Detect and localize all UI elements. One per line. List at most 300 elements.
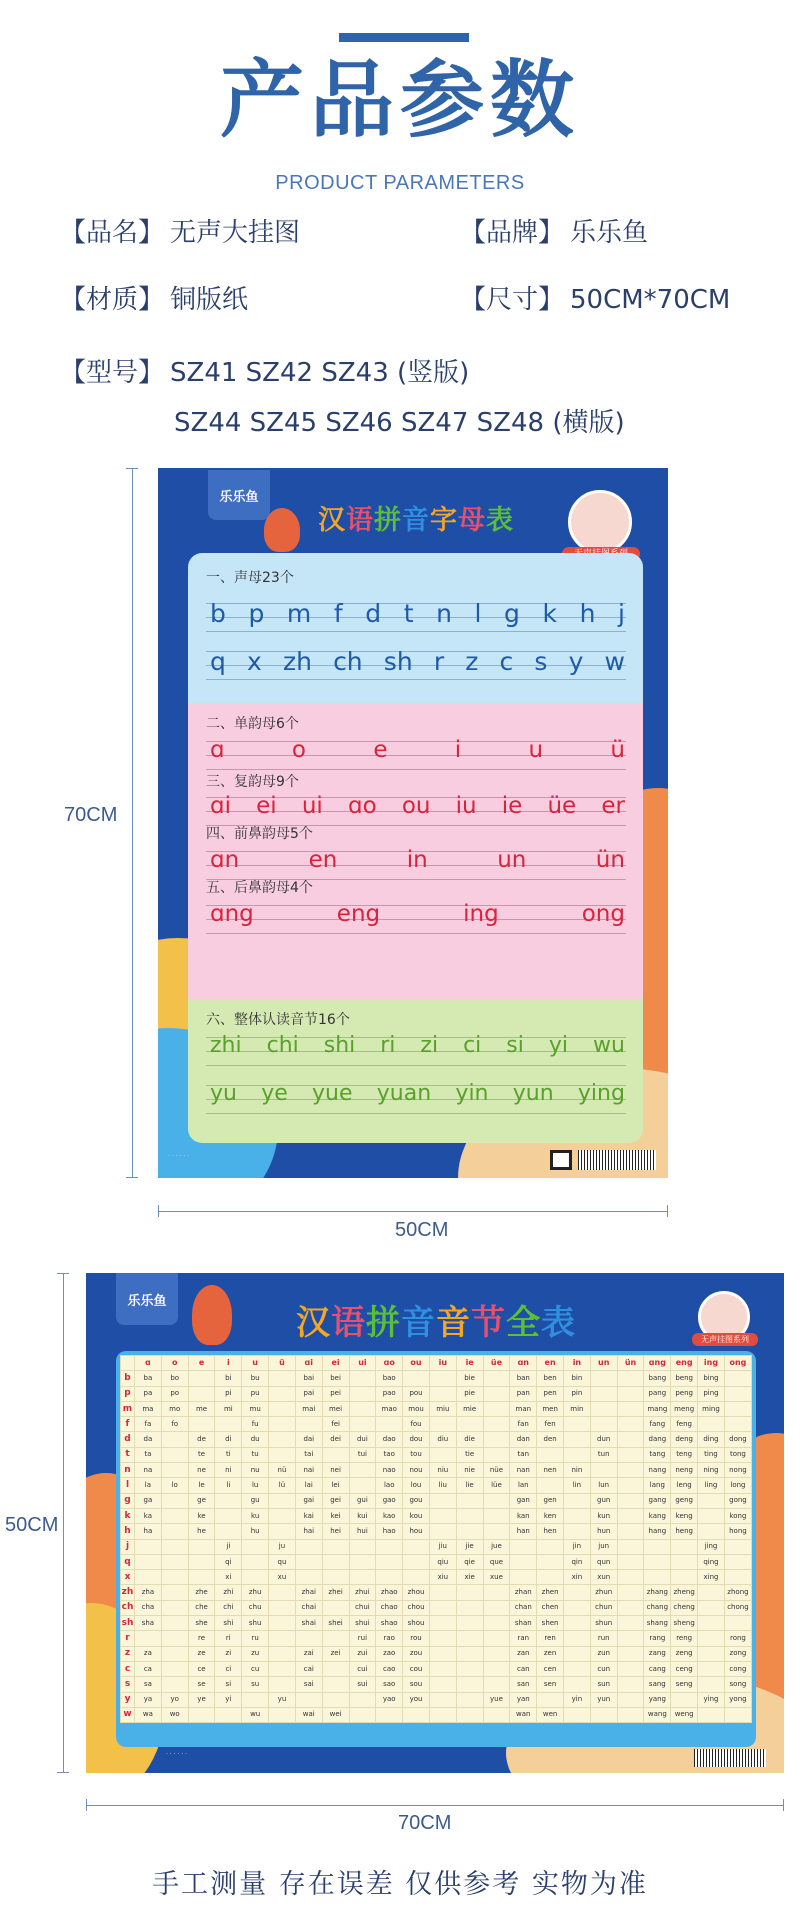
syllable-cell: xiu — [429, 1570, 456, 1585]
syllable-cell — [188, 1371, 215, 1386]
syllable-cell: mao — [376, 1401, 403, 1416]
syllable-cell — [349, 1478, 376, 1493]
table-row — [121, 1554, 752, 1569]
syllable-cell: chu — [242, 1600, 269, 1615]
syllable-cell — [456, 1493, 483, 1508]
p2-width-line — [86, 1805, 784, 1806]
syllable-cell: me — [188, 1401, 215, 1416]
pinyin-letter: m — [286, 599, 312, 628]
final-header: eng — [671, 1356, 698, 1371]
syllable-cell: ding — [698, 1432, 725, 1447]
table-row — [121, 1478, 752, 1493]
syllable-cell: ke — [188, 1508, 215, 1523]
syllable-cell — [403, 1707, 430, 1722]
p1-mascot-icon — [568, 490, 632, 554]
syllable-cell: yin — [564, 1692, 591, 1707]
param-model-line1: SZ41 SZ42 SZ43 (竖版) — [170, 358, 470, 388]
syllable-cell: jun — [590, 1539, 617, 1554]
syllable-cell — [161, 1570, 188, 1585]
syllable-cell: lie — [456, 1478, 483, 1493]
syllable-cell: nen — [537, 1463, 564, 1478]
syllable-cell — [215, 1417, 242, 1432]
pinyin-letter: yun — [512, 1081, 554, 1106]
syllable-cell — [242, 1554, 269, 1569]
ruled-line — [206, 1113, 626, 1114]
syllable-cell: chun — [590, 1600, 617, 1615]
syllable-cell — [590, 1401, 617, 1416]
syllable-cell — [590, 1371, 617, 1386]
syllable-cell: gu — [242, 1493, 269, 1508]
syllable-cell: dong — [724, 1432, 751, 1447]
syllable-cell: cheng — [671, 1600, 698, 1615]
syllable-cell — [269, 1661, 296, 1676]
pinyin-letter: ye — [261, 1081, 288, 1106]
p1-height-line — [132, 468, 133, 1178]
pinyin-letter: in — [406, 847, 428, 873]
syllable-cell — [269, 1631, 296, 1646]
syllable-cell — [617, 1616, 644, 1631]
syllable-cell: weng — [671, 1707, 698, 1722]
pinyin-row — [210, 737, 625, 763]
syllable-cell: kei — [322, 1508, 349, 1523]
p2-width-tick-right — [783, 1799, 784, 1811]
syllable-cell — [135, 1554, 162, 1569]
syllable-cell: zei — [322, 1646, 349, 1661]
syllable-cell: nin — [564, 1463, 591, 1478]
syllable-cell: bei — [322, 1371, 349, 1386]
syllable-cell: han — [510, 1524, 537, 1539]
syllable-cell: fen — [537, 1417, 564, 1432]
syllable-cell: chong — [724, 1600, 751, 1615]
syllable-cell: fu — [242, 1417, 269, 1432]
syllable-cell: qie — [456, 1554, 483, 1569]
syllable-cell: na — [135, 1463, 162, 1478]
syllable-cell — [698, 1677, 725, 1692]
syllable-cell — [269, 1707, 296, 1722]
syllable-cell: pa — [135, 1386, 162, 1401]
syllable-cell — [429, 1707, 456, 1722]
syllable-cell: qing — [698, 1554, 725, 1569]
syllable-cell: kui — [349, 1508, 376, 1523]
syllable-cell — [671, 1692, 698, 1707]
syllable-cell — [698, 1646, 725, 1661]
syllable-cell: wai — [295, 1707, 322, 1722]
syllable-cell: zeng — [671, 1646, 698, 1661]
table-row — [121, 1508, 752, 1523]
syllable-cell: min — [564, 1401, 591, 1416]
p2-barcode-icon — [694, 1749, 766, 1767]
syllable-cell: shou — [403, 1616, 430, 1631]
syllable-cell: leng — [671, 1478, 698, 1493]
syllable-cell — [322, 1600, 349, 1615]
p2-title-char: 音 — [401, 1303, 436, 1343]
syllable-cell: cui — [349, 1661, 376, 1676]
syllable-cell: sui — [349, 1677, 376, 1692]
syllable-cell: ying — [698, 1692, 725, 1707]
pinyin-letter: yue — [312, 1081, 353, 1106]
syllable-cell: mie — [456, 1401, 483, 1416]
pinyin-letter: j — [618, 599, 625, 628]
syllable-cell — [483, 1417, 510, 1432]
syllable-cell: jin — [564, 1539, 591, 1554]
syllable-cell: pao — [376, 1386, 403, 1401]
syllable-cell — [510, 1539, 537, 1554]
syllable-cell: deng — [671, 1432, 698, 1447]
initial-cell: n — [121, 1463, 135, 1478]
syllable-cell: zui — [349, 1646, 376, 1661]
syllable-cell — [564, 1447, 591, 1462]
syllable-cell: zhai — [295, 1585, 322, 1600]
table-row — [121, 1417, 752, 1432]
syllable-cell: shan — [510, 1616, 537, 1631]
syllable-cell — [456, 1661, 483, 1676]
syllable-cell: you — [403, 1692, 430, 1707]
syllable-cell: lei — [322, 1478, 349, 1493]
syllable-cell: wang — [644, 1707, 671, 1722]
syllable-cell — [671, 1554, 698, 1569]
syllable-cell: mu — [242, 1401, 269, 1416]
pinyin-letter: er — [601, 793, 625, 819]
syllable-cell — [269, 1386, 296, 1401]
syllable-cell — [564, 1417, 591, 1432]
pinyin-letter: h — [579, 599, 596, 628]
syllable-cell: zhei — [322, 1585, 349, 1600]
syllable-cell: zou — [403, 1646, 430, 1661]
param-material-label: 【材质】 — [60, 285, 165, 315]
syllable-cell — [537, 1570, 564, 1585]
syllable-cell: shun — [590, 1616, 617, 1631]
syllable-cell: chang — [644, 1600, 671, 1615]
syllable-cell — [242, 1570, 269, 1585]
syllable-cell: zhou — [403, 1585, 430, 1600]
syllable-cell: kan — [510, 1508, 537, 1523]
syllable-cell — [376, 1554, 403, 1569]
syllable-cell: zheng — [671, 1585, 698, 1600]
syllable-cell: ku — [242, 1508, 269, 1523]
syllable-cell: ne — [188, 1463, 215, 1478]
pinyin-letter: ie — [501, 793, 523, 819]
syllable-cell: bao — [376, 1371, 403, 1386]
table-row — [121, 1616, 752, 1631]
pinyin-letter: r — [433, 647, 445, 676]
syllable-cell: zha — [135, 1585, 162, 1600]
page-title: 产品参数 — [219, 51, 580, 149]
syllable-cell — [617, 1570, 644, 1585]
syllable-cell — [161, 1524, 188, 1539]
initial-cell: h — [121, 1524, 135, 1539]
pinyin-letter: iu — [455, 793, 477, 819]
syllable-cell — [724, 1401, 751, 1416]
syllable-cell — [349, 1401, 376, 1416]
initial-cell: j — [121, 1539, 135, 1554]
syllable-cell: po — [161, 1386, 188, 1401]
syllable-cell — [564, 1585, 591, 1600]
syllable-cell: bu — [242, 1371, 269, 1386]
syllable-cell: fo — [161, 1417, 188, 1432]
param-name-label: 【品名】 — [60, 218, 165, 248]
syllable-cell: hu — [242, 1524, 269, 1539]
syllable-cell: xue — [483, 1570, 510, 1585]
syllable-cell: cha — [135, 1600, 162, 1615]
initial-cell: w — [121, 1707, 135, 1722]
pinyin-letter: ɑng — [210, 901, 254, 927]
pinyin-letter: yin — [455, 1081, 489, 1106]
syllable-cell: keng — [671, 1508, 698, 1523]
syllable-cell — [564, 1707, 591, 1722]
syllable-cell — [537, 1539, 564, 1554]
syllable-cell — [161, 1463, 188, 1478]
syllable-cell — [617, 1447, 644, 1462]
pinyin-letter: q — [210, 647, 226, 676]
syllable-cell: lu — [242, 1478, 269, 1493]
syllable-cell: tai — [295, 1447, 322, 1462]
pinyin-row — [210, 847, 625, 873]
pinyin-letter: ɑo — [347, 793, 377, 819]
pinyin-letter: ü — [610, 737, 625, 763]
syllable-cell — [537, 1692, 564, 1707]
syllable-cell — [456, 1631, 483, 1646]
syllable-cell: can — [510, 1661, 537, 1676]
syllable-cell — [564, 1631, 591, 1646]
syllable-cell — [617, 1661, 644, 1676]
syllable-cell: heng — [671, 1524, 698, 1539]
syllable-cell: yi — [215, 1692, 242, 1707]
final-header: o — [161, 1356, 188, 1371]
syllable-cell: song — [724, 1677, 751, 1692]
syllable-cell: mi — [215, 1401, 242, 1416]
syllable-cell: lü — [269, 1478, 296, 1493]
syllable-cell: peng — [671, 1386, 698, 1401]
table-row — [121, 1585, 752, 1600]
final-header: in — [564, 1356, 591, 1371]
syllable-cell: shang — [644, 1616, 671, 1631]
syllable-cell: lou — [403, 1478, 430, 1493]
syllable-cell: cao — [376, 1661, 403, 1676]
syllable-cell: che — [188, 1600, 215, 1615]
syllable-cell — [215, 1707, 242, 1722]
syllable-cell: shao — [376, 1616, 403, 1631]
table-row — [121, 1707, 752, 1722]
param-brand-value: 乐乐鱼 — [570, 218, 649, 248]
final-header: ou — [403, 1356, 430, 1371]
syllable-cell: man — [510, 1401, 537, 1416]
syllable-cell: wei — [322, 1707, 349, 1722]
param-name — [60, 220, 300, 246]
p1-section-label: 二、单韵母6个 — [206, 716, 299, 732]
pinyin-letter: sh — [383, 647, 413, 676]
syllable-cell — [537, 1554, 564, 1569]
syllable-cell: tao — [376, 1447, 403, 1462]
syllable-cell — [724, 1417, 751, 1432]
syllable-cell: bi — [215, 1371, 242, 1386]
table-row — [121, 1447, 752, 1462]
syllable-cell — [456, 1508, 483, 1523]
syllable-cell — [403, 1371, 430, 1386]
syllable-cell — [161, 1631, 188, 1646]
syllable-cell: liu — [429, 1478, 456, 1493]
syllable-cell: lüe — [483, 1478, 510, 1493]
syllable-cell: men — [537, 1401, 564, 1416]
syllable-cell: rang — [644, 1631, 671, 1646]
syllable-cell: mou — [403, 1401, 430, 1416]
p2-height-line — [63, 1273, 64, 1773]
syllable-cell: sao — [376, 1677, 403, 1692]
initial-cell: s — [121, 1677, 135, 1692]
syllable-cell — [349, 1539, 376, 1554]
table-row — [121, 1493, 752, 1508]
syllable-cell — [295, 1417, 322, 1432]
syllable-cell: ting — [698, 1447, 725, 1462]
syllable-cell — [322, 1631, 349, 1646]
syllable-cell — [161, 1616, 188, 1631]
syllable-cell: zhong — [724, 1585, 751, 1600]
syllable-cell: bai — [295, 1371, 322, 1386]
syllable-cell — [456, 1677, 483, 1692]
syllable-cell — [564, 1646, 591, 1661]
syllable-cell: shai — [295, 1616, 322, 1631]
syllable-cell — [429, 1631, 456, 1646]
table-row — [121, 1692, 752, 1707]
syllable-cell: yu — [269, 1692, 296, 1707]
pinyin-letter: ou — [401, 793, 431, 819]
syllable-cell: mo — [161, 1401, 188, 1416]
syllable-cell: chao — [376, 1600, 403, 1615]
pinyin-letter: yuan — [376, 1081, 432, 1106]
syllable-cell — [617, 1646, 644, 1661]
syllable-cell — [590, 1463, 617, 1478]
syllable-cell: ri — [215, 1631, 242, 1646]
syllable-cell — [349, 1386, 376, 1401]
p1-title-char: 拼 — [374, 505, 402, 536]
syllable-cell — [295, 1554, 322, 1569]
syllable-cell: die — [456, 1432, 483, 1447]
syllable-cell: ye — [188, 1692, 215, 1707]
syllable-cell: hang — [644, 1524, 671, 1539]
pinyin-letter: ɑi — [210, 793, 231, 819]
table-row — [121, 1600, 752, 1615]
syllable-cell: sha — [135, 1616, 162, 1631]
param-size — [460, 287, 730, 313]
syllable-cell: yue — [483, 1692, 510, 1707]
table-row — [121, 1463, 752, 1478]
syllable-cell: lan — [510, 1478, 537, 1493]
syllable-cell: tang — [644, 1447, 671, 1462]
syllable-cell — [456, 1692, 483, 1707]
initial-cell: zh — [121, 1585, 135, 1600]
syllable-cell — [564, 1432, 591, 1447]
syllable-cell — [483, 1371, 510, 1386]
syllable-cell — [269, 1585, 296, 1600]
syllable-cell: yong — [724, 1692, 751, 1707]
p1-qr-icon — [550, 1150, 572, 1170]
syllable-cell: san — [510, 1677, 537, 1692]
p2-height-label: 50CM — [5, 1514, 59, 1536]
syllable-cell: lai — [295, 1478, 322, 1493]
syllable-cell — [617, 1677, 644, 1692]
syllable-cell: zu — [242, 1646, 269, 1661]
syllable-cell: qiu — [429, 1554, 456, 1569]
syllable-cell: pai — [295, 1386, 322, 1401]
syllable-cell: dai — [295, 1432, 322, 1447]
syllable-cell: hou — [403, 1524, 430, 1539]
syllable-cell: gan — [510, 1493, 537, 1508]
pinyin-row — [210, 793, 625, 819]
p1-section-label: 五、后鼻韵母4个 — [206, 880, 313, 896]
syllable-cell: cu — [242, 1661, 269, 1676]
syllable-cell: sou — [403, 1677, 430, 1692]
syllable-cell — [617, 1417, 644, 1432]
final-header: ie — [456, 1356, 483, 1371]
syllable-cell: sen — [537, 1677, 564, 1692]
syllable-cell: ru — [242, 1631, 269, 1646]
syllable-cell: kun — [590, 1508, 617, 1523]
syllable-cell: kang — [644, 1508, 671, 1523]
syllable-cell — [456, 1707, 483, 1722]
pinyin-letter: o — [291, 737, 306, 763]
syllable-cell — [483, 1493, 510, 1508]
pinyin-letter: d — [365, 599, 382, 628]
syllable-cell — [698, 1524, 725, 1539]
param-size-label: 【尺寸】 — [460, 285, 565, 315]
syllable-cell — [617, 1386, 644, 1401]
pinyin-letter: ong — [581, 901, 625, 927]
syllable-cell: rou — [403, 1631, 430, 1646]
syllable-cell — [161, 1600, 188, 1615]
syllable-cell: bin — [564, 1371, 591, 1386]
syllable-cell — [724, 1386, 751, 1401]
syllable-cell — [322, 1661, 349, 1676]
syllable-cell: zhe — [188, 1585, 215, 1600]
final-header: üe — [483, 1356, 510, 1371]
syllable-cell: ping — [698, 1386, 725, 1401]
syllable-cell: bie — [456, 1371, 483, 1386]
syllable-cell: ce — [188, 1661, 215, 1676]
pinyin-letter: ɑ — [210, 737, 225, 763]
pinyin-letter: k — [542, 599, 557, 628]
syllable-cell: la — [135, 1478, 162, 1493]
syllable-cell: zen — [537, 1646, 564, 1661]
syllable-cell — [456, 1417, 483, 1432]
syllable-cell: yang — [644, 1692, 671, 1707]
pinyin-letter: t — [403, 599, 414, 628]
pinyin-letter: ying — [577, 1081, 625, 1106]
syllable-cell: seng — [671, 1677, 698, 1692]
syllable-cell: miu — [429, 1401, 456, 1416]
syllable-cell: lun — [590, 1478, 617, 1493]
syllable-cell: zhao — [376, 1585, 403, 1600]
syllable-cell: ma — [135, 1401, 162, 1416]
syllable-cell: cang — [644, 1661, 671, 1676]
initial-cell: q — [121, 1554, 135, 1569]
syllable-cell — [161, 1661, 188, 1676]
initial-cell: ch — [121, 1600, 135, 1615]
initial-cell: d — [121, 1432, 135, 1447]
ruled-line — [206, 1065, 626, 1066]
p1-height-label: 70CM — [64, 804, 118, 826]
syllable-cell: gun — [590, 1493, 617, 1508]
syllable-cell — [456, 1616, 483, 1631]
syllable-cell: nüe — [483, 1463, 510, 1478]
syllable-cell: pei — [322, 1386, 349, 1401]
syllable-cell — [376, 1539, 403, 1554]
syllable-cell — [617, 1554, 644, 1569]
syllable-cell: pin — [564, 1386, 591, 1401]
syllable-cell: yun — [590, 1692, 617, 1707]
param-model-line2: SZ44 SZ45 SZ46 SZ47 SZ48 (横版) — [174, 408, 625, 438]
syllable-cell — [537, 1447, 564, 1462]
param-material-value: 铜版纸 — [170, 285, 249, 315]
pinyin-letter: e — [373, 737, 388, 763]
